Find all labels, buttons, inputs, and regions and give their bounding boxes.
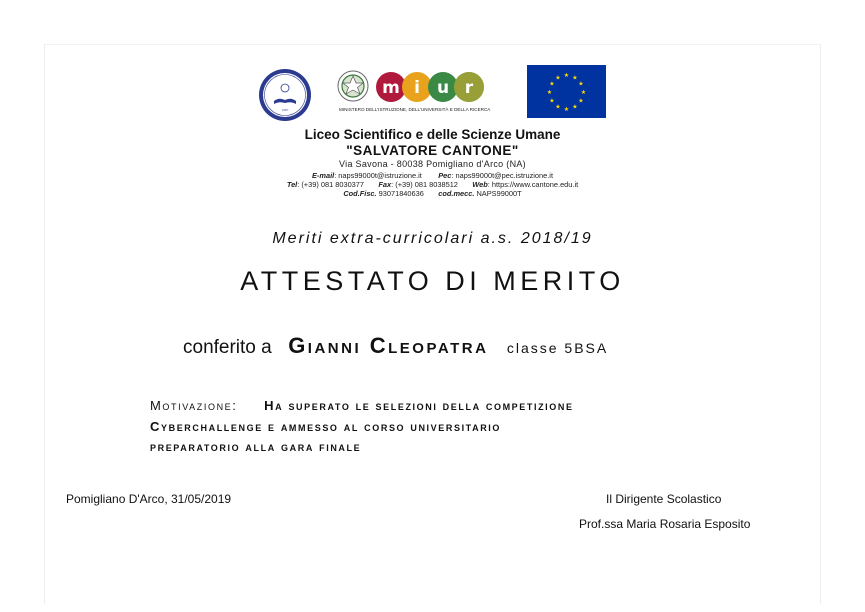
student-class: classe 5BSA: [506, 340, 609, 356]
motivazione-text-2: Cyberchallenge e ammesso al corso universitario: [150, 418, 501, 434]
miur-caption: MINISTERO DELL'ISTRUZIONE, DELL'UNIVERSITÀ E DELLA RICERCA: [339, 107, 491, 112]
codfisc-label: Cod.Fisc.: [343, 189, 377, 198]
tel-value: : (+39) 081 8030377: [297, 180, 365, 189]
contact-email-line: [0, 171, 865, 180]
fax-label: Fax: [378, 180, 392, 189]
signer-role: Il Dirigente Scolastico: [606, 492, 722, 506]
svg-text:★: ★: [555, 74, 561, 82]
pec-value: : naps99000t@pec.istruzione.it: [451, 171, 553, 180]
svg-text:★: ★: [572, 103, 578, 111]
web-label: Web: [472, 180, 488, 189]
email-value: : naps99000t@istruzione.it: [334, 171, 422, 180]
web-value: : https://www.cantone.edu.it: [487, 180, 579, 189]
email-label: E-mail: [312, 171, 335, 180]
tel-label: Tel: [286, 180, 298, 189]
svg-text:★: ★: [549, 80, 555, 88]
svg-text:★: ★: [563, 106, 570, 113]
codmecc-label: cod.mecc.: [438, 189, 475, 198]
svg-text:1987: 1987: [281, 108, 289, 112]
conferito-label: conferito a: [183, 337, 272, 358]
student-name: Gianni Cleopatra: [288, 333, 489, 358]
certificate-subtitle: Meriti extra-curricolari a.s. 2018/19: [272, 230, 593, 247]
fax-value: : (+39) 081 8038512: [391, 180, 458, 189]
svg-text:★: ★: [546, 89, 553, 96]
liceo-seal-logo: [258, 68, 312, 122]
svg-text:★: ★: [572, 74, 578, 82]
header-logos: [0, 64, 865, 120]
contact-codes-line: [0, 189, 865, 198]
contact-phone-line: [0, 180, 865, 189]
svg-text:i: i: [414, 78, 420, 98]
svg-text:u: u: [436, 78, 450, 98]
signer-name: Prof.ssa Maria Rosaria Esposito: [579, 517, 751, 531]
svg-text:★: ★: [580, 89, 587, 96]
svg-text:★: ★: [555, 103, 561, 111]
codfisc-value: 93071840636: [376, 189, 424, 198]
place-date: Pomigliano D'Arco, 31/05/2019: [66, 492, 232, 506]
eu-flag-logo: [527, 65, 606, 118]
school-name: Liceo Scientifico e delle Scienze Umane: [304, 127, 561, 142]
conferito-line: [183, 333, 608, 359]
svg-text:★: ★: [563, 72, 570, 79]
certificate-title: ATTESTATO DI MERITO: [240, 266, 625, 296]
svg-text:r: r: [464, 78, 474, 98]
pec-label: Pec: [438, 171, 452, 180]
codmecc-value: NAPS99000T: [474, 189, 522, 198]
school-address: Via Savona - 80038 Pomigliano d'Arco (NA): [339, 159, 526, 169]
svg-text:★: ★: [549, 97, 555, 105]
motivazione-block: [150, 396, 750, 458]
svg-text:★: ★: [578, 97, 584, 105]
school-name-cantone: "SALVATORE CANTONE": [346, 143, 519, 158]
motivazione-text-1: Ha superato le selezioni della competizione: [264, 398, 574, 413]
svg-text:m: m: [382, 78, 400, 98]
motivazione-line-1: [150, 396, 750, 417]
svg-text:★: ★: [578, 80, 584, 88]
motivazione-label: Motivazione:: [150, 398, 238, 413]
motivazione-text-3: preparatorio alla gara finale: [150, 439, 362, 454]
